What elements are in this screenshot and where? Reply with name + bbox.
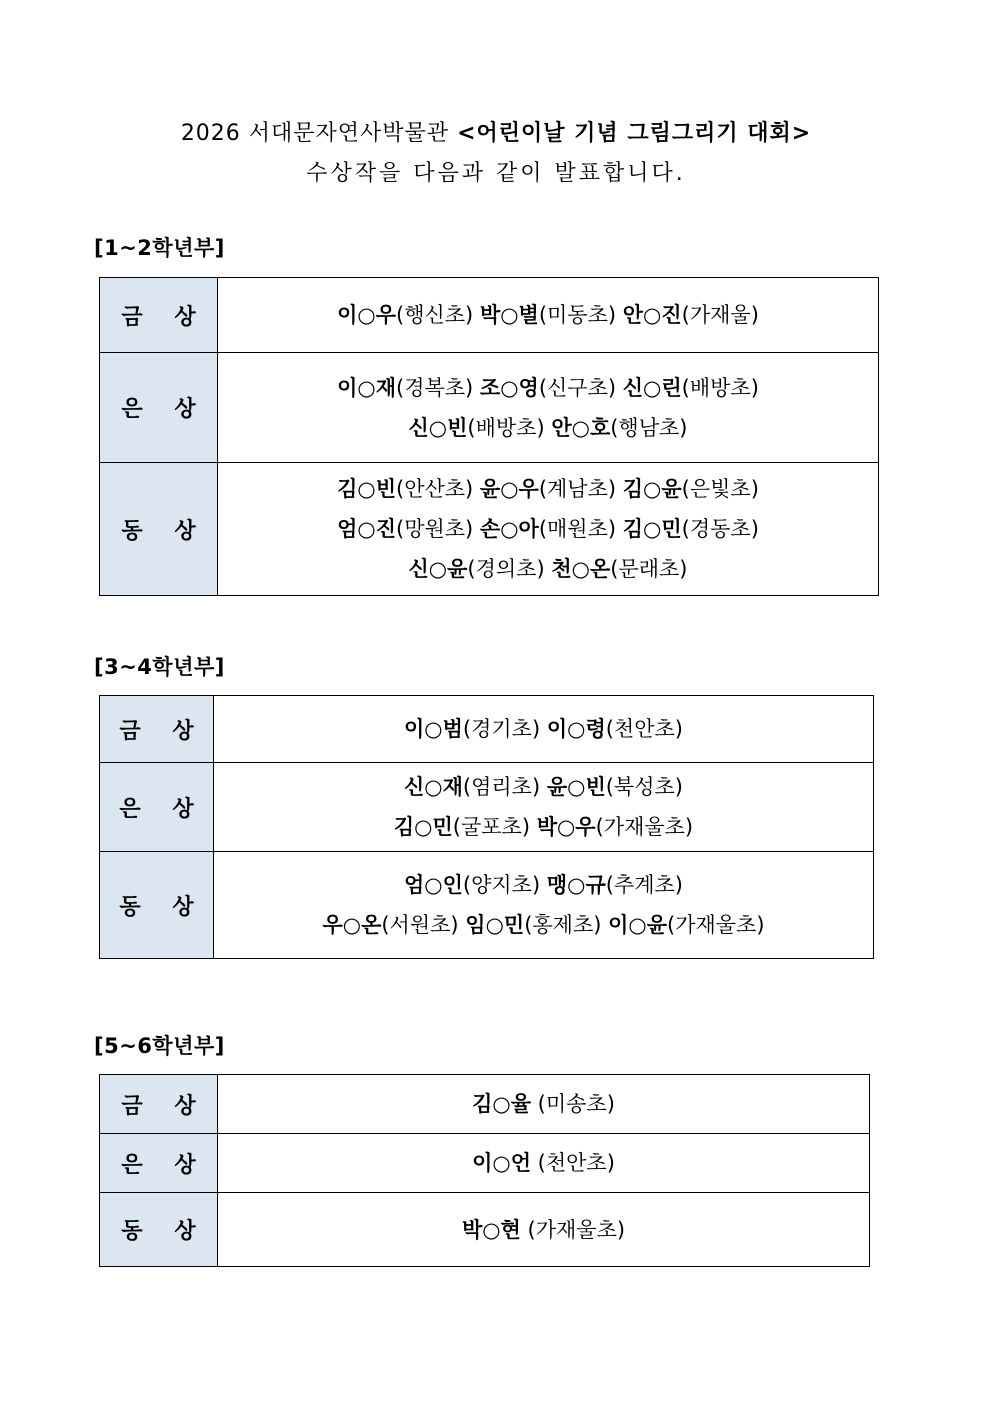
title-museum-text: 2026 서대문자연사박물관 <box>180 121 458 146</box>
winner-school: (신구초) <box>538 375 623 400</box>
winner-cell <box>218 463 879 596</box>
winner-cell <box>218 1193 870 1267</box>
winner-school: (천안초) <box>605 717 683 741</box>
title-contest-name: <어린이날 기념 그림그리기 대회> <box>457 121 812 146</box>
winner-school: (행남초) <box>610 415 688 440</box>
award-label: 금 상 <box>100 1075 218 1134</box>
award-table-grade-1-2 <box>99 277 879 596</box>
winner-line <box>214 807 873 847</box>
winner-name: 이○범 <box>404 717 463 741</box>
section-title-grade-5-6: [5~6학년부] <box>94 1034 225 1058</box>
award-label: 동 상 <box>100 463 218 596</box>
winner-cell <box>214 763 874 852</box>
winner-name: 신○재 <box>404 775 463 799</box>
winner-school: (서원초) <box>381 913 466 937</box>
winner-name: 이○령 <box>546 717 606 741</box>
winner-name: 안○호 <box>551 415 611 440</box>
winner-school: (굴포초) <box>452 815 537 839</box>
winner-school: (홍제초) <box>524 913 609 937</box>
winner-line <box>218 408 878 448</box>
winner-name: 안○진 <box>622 303 682 327</box>
winner-name: 엄○진 <box>337 517 396 541</box>
winner-school: (배방초) <box>681 375 759 400</box>
winner-line <box>218 469 878 509</box>
winner-school: (가재울) <box>681 303 759 327</box>
winner-name: 조○영 <box>479 375 539 400</box>
winner-line <box>218 1084 869 1124</box>
winner-school: (안산초) <box>396 477 480 501</box>
winner-line <box>218 549 878 589</box>
winner-school: (가재울초) <box>520 1217 626 1242</box>
winner-cell <box>214 852 874 959</box>
winner-name: 윤○빈 <box>546 775 606 799</box>
winner-cell <box>218 1075 870 1134</box>
winner-school: (가재울초) <box>667 913 765 937</box>
winner-name: 김○율 <box>472 1092 531 1116</box>
winner-school: (천안초) <box>530 1151 615 1175</box>
winner-name: 박○별 <box>479 303 539 327</box>
award-label: 은 상 <box>100 763 214 852</box>
winner-name: 김○민 <box>393 815 453 839</box>
winner-line <box>214 767 873 807</box>
announcement-title <box>0 116 992 147</box>
winner-line <box>218 368 878 408</box>
winner-line <box>218 1143 869 1183</box>
winner-name: 이○우 <box>337 303 396 327</box>
announcement-subtitle: 수상작을 다음과 같이 발표합니다. <box>306 161 686 186</box>
winner-school: (은빛초) <box>681 477 759 501</box>
winner-school: (경동초) <box>681 517 759 541</box>
winner-school: (미동초) <box>538 303 623 327</box>
winner-line <box>214 709 873 749</box>
winner-name: 김○윤 <box>622 477 682 501</box>
winner-name: 맹○규 <box>546 873 606 897</box>
winner-line <box>214 865 873 905</box>
winner-name: 김○민 <box>622 517 682 541</box>
winner-cell <box>218 353 879 463</box>
winner-name: 이○언 <box>472 1151 531 1175</box>
winner-cell <box>218 278 879 353</box>
winner-name: 이○윤 <box>608 913 668 937</box>
winner-name: 박○우 <box>536 815 596 839</box>
winner-school: (문래초) <box>610 557 688 581</box>
winner-name: 윤○우 <box>479 477 539 501</box>
winner-name: 김○빈 <box>337 477 396 501</box>
award-label: 동 상 <box>100 1193 218 1267</box>
award-label: 동 상 <box>100 852 214 959</box>
winner-name: 손○아 <box>479 517 539 541</box>
winner-name: 신○빈 <box>408 415 468 440</box>
winner-school: (배방초) <box>467 415 552 440</box>
award-label: 은 상 <box>100 353 218 463</box>
winner-name: 이○재 <box>337 375 396 400</box>
winner-name: 임○민 <box>465 913 525 937</box>
award-table-grade-3-4 <box>99 695 874 959</box>
winner-school: (매원초) <box>538 517 623 541</box>
winner-name: 박○현 <box>461 1217 521 1242</box>
winner-school: (가재울초) <box>595 815 694 839</box>
winner-name: 우○온 <box>322 913 382 937</box>
winner-school: (계남초) <box>538 477 623 501</box>
award-label: 은 상 <box>100 1134 218 1193</box>
winner-name: 신○린 <box>622 375 682 400</box>
winner-line <box>218 509 878 549</box>
winner-school: (추계초) <box>605 873 683 897</box>
award-table-grade-5-6 <box>99 1074 870 1267</box>
winner-cell <box>218 1134 870 1193</box>
winner-line <box>218 1210 869 1250</box>
award-label: 금 상 <box>100 696 214 763</box>
winner-school: (행신초) <box>396 303 480 327</box>
winner-name: 천○온 <box>551 557 611 581</box>
winner-school: (경복초) <box>396 375 480 400</box>
winner-school: (경기초) <box>462 717 547 741</box>
winner-name: 엄○인 <box>404 873 463 897</box>
winner-school: (망원초) <box>396 517 480 541</box>
winner-school: (미송초) <box>530 1092 615 1116</box>
winner-line <box>214 905 873 945</box>
winner-school: (경의초) <box>467 557 552 581</box>
section-title-grade-3-4: [3~4학년부] <box>94 655 225 679</box>
winner-name: 신○윤 <box>408 557 468 581</box>
award-label: 금 상 <box>100 278 218 353</box>
winner-school: (북성초) <box>605 775 683 799</box>
winner-school: (양지초) <box>462 873 547 897</box>
winner-cell <box>214 696 874 763</box>
winner-line <box>218 295 878 335</box>
section-title-grade-1-2: [1~2학년부] <box>94 236 225 260</box>
winner-school: (염리초) <box>462 775 547 799</box>
